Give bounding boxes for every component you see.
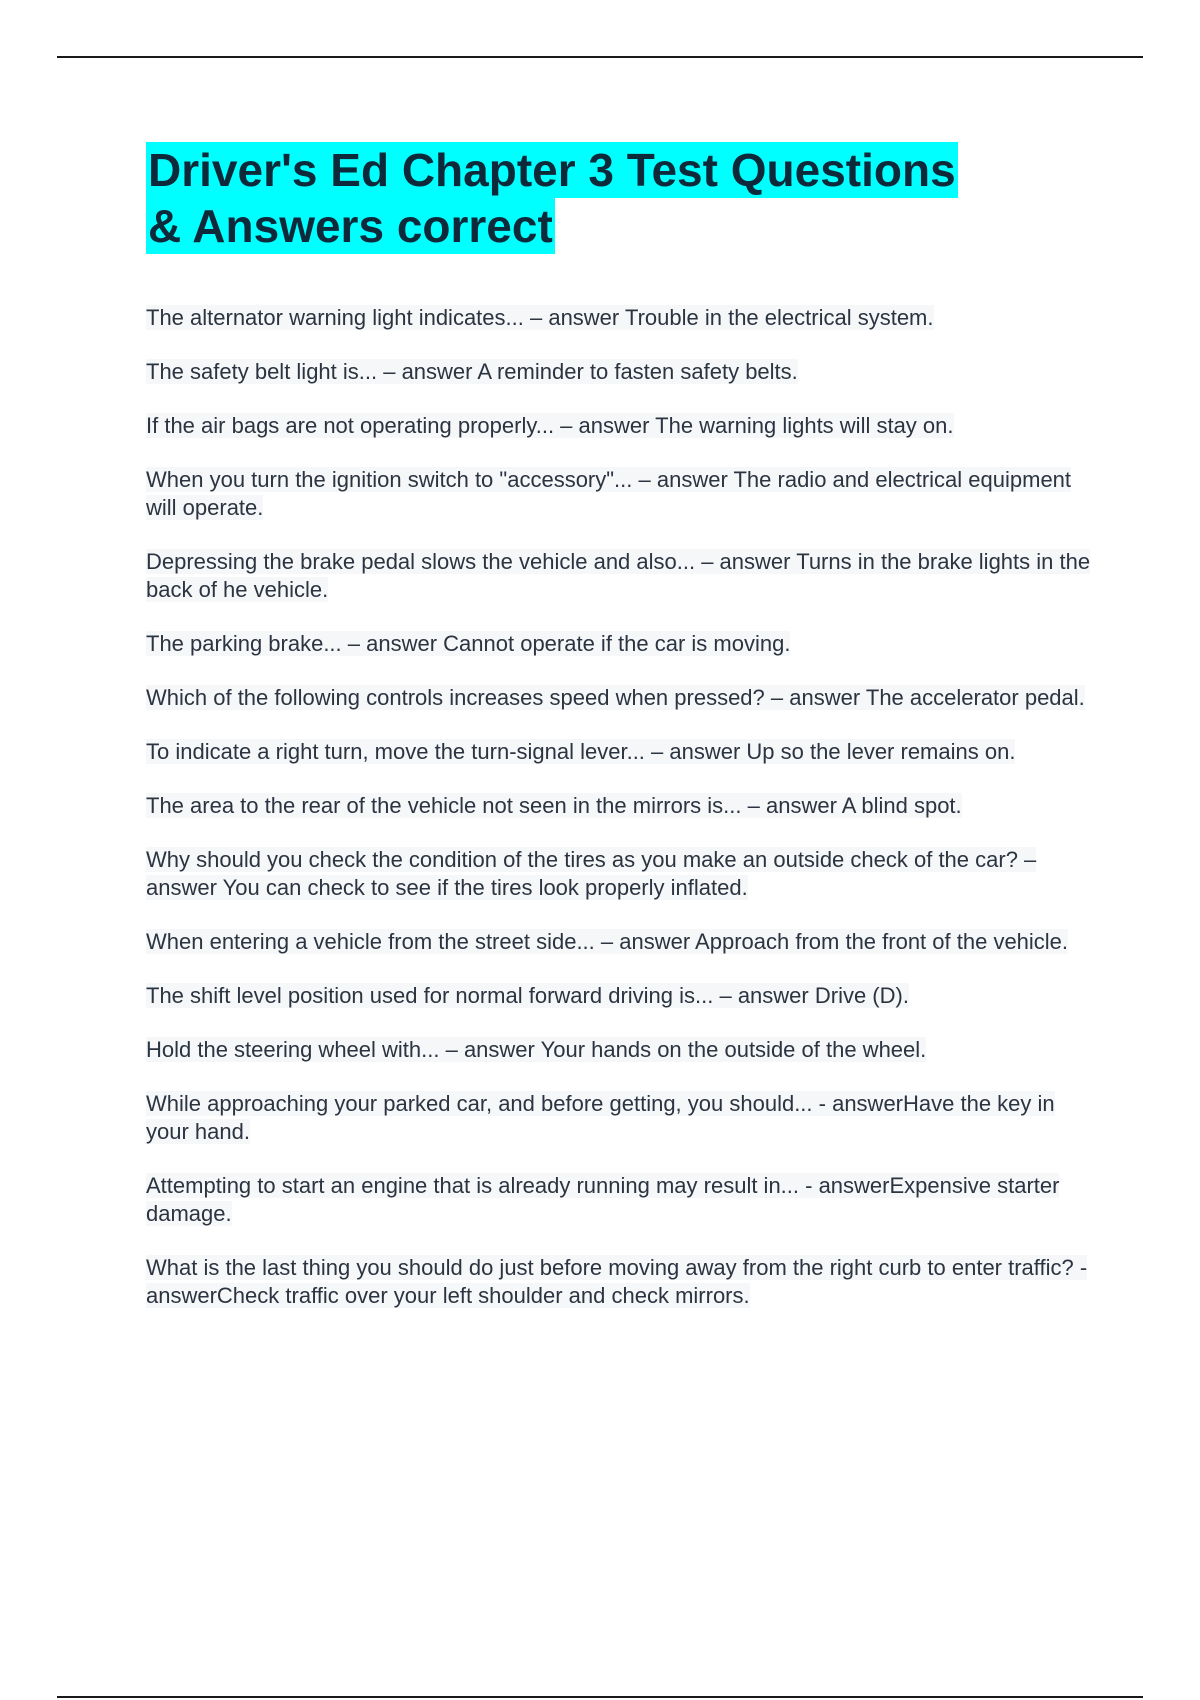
- title-line-1: Driver's Ed Chapter 3 Test Questions: [148, 144, 956, 196]
- qa-item: [146, 466, 1096, 522]
- qa-text: The safety belt light is... – answer A reminder to fasten safety belts.: [146, 359, 798, 384]
- qa-text: Attempting to start an engine that is already running may result in... - answerExpensive starter damage.: [146, 1173, 1060, 1226]
- qa-item: [146, 1254, 1096, 1310]
- qa-item: [146, 548, 1096, 604]
- qa-text: The area to the rear of the vehicle not seen in the mirrors is... – answer A blind spot.: [146, 793, 962, 818]
- top-rule: [57, 56, 1143, 58]
- qa-item: [146, 792, 1096, 820]
- document-title: [146, 142, 1096, 254]
- qa-text: Which of the following controls increases speed when pressed? – answer The accelerator pedal.: [146, 685, 1085, 710]
- qa-item: [146, 304, 1096, 332]
- qa-text: The parking brake... – answer Cannot operate if the car is moving.: [146, 631, 791, 656]
- qa-list: [146, 304, 1096, 1310]
- qa-text: Hold the steering wheel with... – answer Your hands on the outside of the wheel.: [146, 1037, 927, 1062]
- qa-text: The alternator warning light indicates... – answer Trouble in the electrical system.: [146, 305, 934, 330]
- qa-text: What is the last thing you should do just before moving away from the right curb to enter traffic? - answerCheck traffic over your left shoulder and check mirrors.: [146, 1255, 1088, 1308]
- qa-text: Depressing the brake pedal slows the vehicle and also... – answer Turns in the brake lights in the back of he vehicle.: [146, 549, 1091, 602]
- qa-item: [146, 1036, 1096, 1064]
- qa-item: [146, 846, 1096, 902]
- qa-item: [146, 738, 1096, 766]
- qa-text: While approaching your parked car, and before getting, you should... - answerHave the key in your hand.: [146, 1091, 1055, 1144]
- qa-item: [146, 684, 1096, 712]
- qa-item: [146, 1172, 1096, 1228]
- title-line-2: & Answers correct: [148, 200, 553, 252]
- document-body: [146, 142, 1096, 1336]
- qa-text: If the air bags are not operating properly... – answer The warning lights will stay on.: [146, 413, 954, 438]
- qa-item: [146, 358, 1096, 386]
- qa-item: [146, 982, 1096, 1010]
- qa-text: Why should you check the condition of the tires as you make an outside check of the car? – answer You can check to see if the tires look properly inflated.: [146, 847, 1037, 900]
- qa-item: [146, 412, 1096, 440]
- qa-item: [146, 928, 1096, 956]
- qa-text: To indicate a right turn, move the turn-signal lever... – answer Up so the lever remains on.: [146, 739, 1016, 764]
- bottom-rule: [57, 1696, 1143, 1698]
- qa-text: The shift level position used for normal forward driving is... – answer Drive (D).: [146, 983, 909, 1008]
- qa-text: When entering a vehicle from the street side... – answer Approach from the front of the vehicle.: [146, 929, 1069, 954]
- qa-item: [146, 630, 1096, 658]
- qa-text: When you turn the ignition switch to "accessory"... – answer The radio and electrical equipment will operate.: [146, 467, 1072, 520]
- qa-item: [146, 1090, 1096, 1146]
